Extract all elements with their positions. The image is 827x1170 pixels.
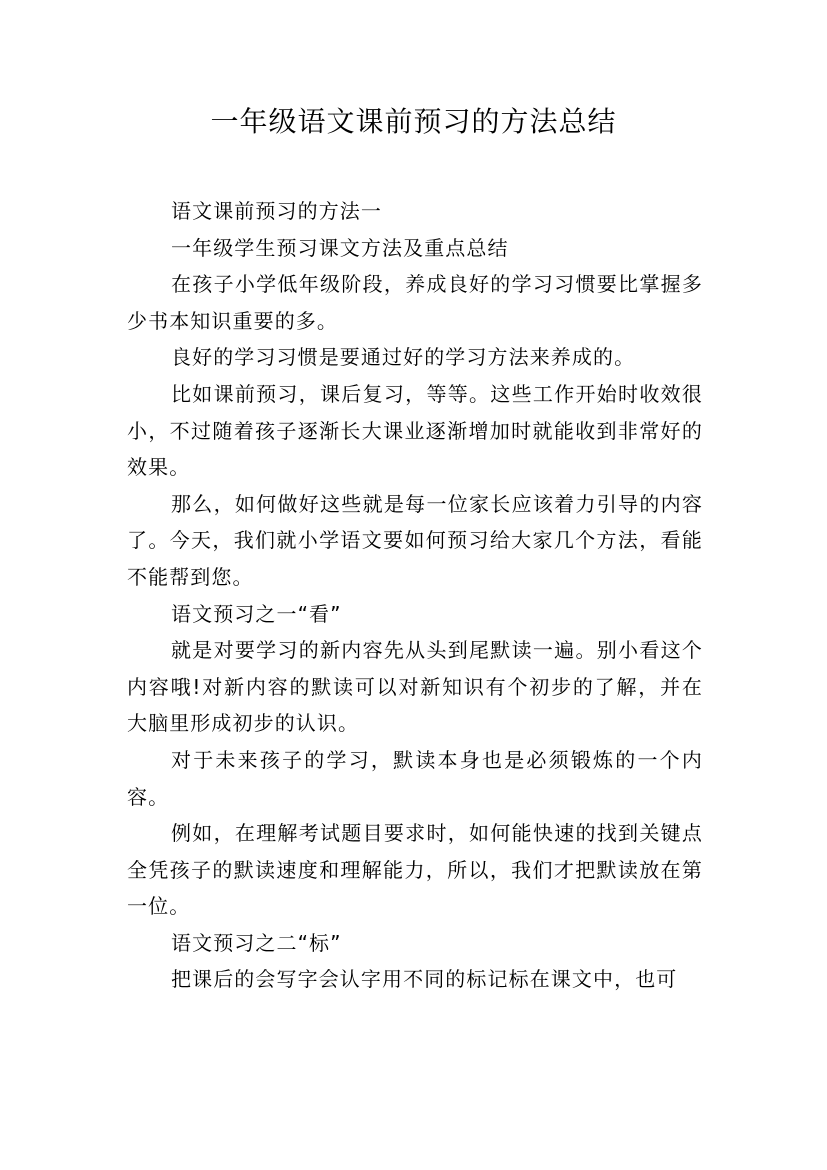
paragraph-section-look: 语文预习之一“看”	[171, 601, 342, 626]
paragraph-example: 例如，在理解考试题目要求时，如何能快速的找到关键点全凭孩子的默读速度和理解能力，所以，我们才把默读放在第一位。	[127, 821, 703, 919]
document-title: 一年级语文课前预习的方法总结	[210, 105, 617, 138]
paragraph-future-study: 对于未来孩子的学习，默读本身也是必须锻炼的一个内容。	[127, 747, 703, 809]
paragraph-parents: 那么，如何做好这些就是每一位家长应该着力引导的内容了。今天，我们就小学语文要如何预习给大家几个方法，看能不能帮到您。	[127, 491, 703, 589]
paragraph-mark-words: 把课后的会写字会认字用不同的标记标在课文中，也可	[171, 967, 678, 992]
paragraph-habits-intro: 在孩子小学低年级阶段，养成良好的学习习惯要比掌握多少书本知识重要的多。	[127, 272, 703, 333]
paragraph-subtitle: 一年级学生预习课文方法及重点总结	[171, 235, 509, 260]
document-body	[127, 193, 703, 998]
paragraph-section-mark: 语文预习之二“标”	[171, 930, 342, 955]
paragraph-good-habits: 良好的学习习惯是要通过好的学习方法来养成的。	[171, 345, 636, 370]
paragraph-preview-review: 比如课前预习，课后复习，等等。这些工作开始时收效很小，不过随着孩子逐渐长大课业逐渐增加时就能收到非常好的效果。	[127, 381, 703, 480]
paragraph-method-heading: 语文课前预习的方法一	[171, 199, 382, 223]
paragraph-silent-reading: 就是对要学习的新内容先从头到尾默读一遍。别小看这个内容哦!对新内容的默读可以对新知识有个初步的了解，并在大脑里形成初步的认识。	[127, 638, 703, 736]
